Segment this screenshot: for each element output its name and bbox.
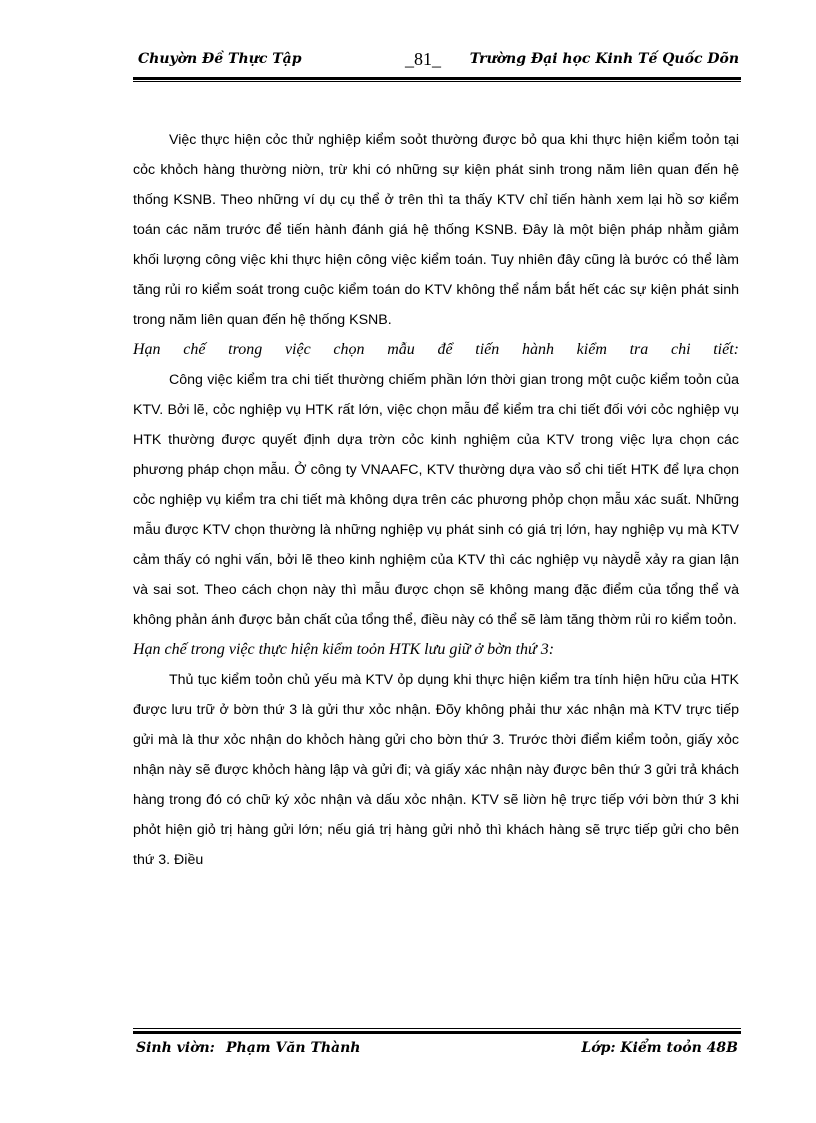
footer-class: Lớp: Kiểm toỏn 48B <box>581 1040 738 1056</box>
page-header <box>133 44 741 74</box>
footer-student-name: Phạm Văn Thành <box>226 1040 361 1056</box>
page-number: _81_ <box>405 49 441 69</box>
paragraph-control-tests: Việc thực hiện cỏc thử nghiệp kiểm soỏt thường được bỏ qua khi thực hiện kiểm toỏn tại cỏc khỏch hàng thường niờn, trừ khi có những sự kiện phát sinh trong năm liên quan đến hệ thống KSNB. Theo những ví dụ cụ thể ở trên thì ta thấy KTV chỉ tiến hành xem lại hồ sơ kiểm toán các năm trước để tiến hành đánh giá hệ thống KSNB. Đây là một biện pháp nhằm giảm khối lượng công việc khi thực hiện công việc kiểm toán. Tuy nhiên đây cũng là bước có thể làm tăng rủi ro kiểm soát trong cuộc kiểm toán do KTV không thể nắm bắt hết các sự kiện phát sinh trong năm liên quan đến hệ thống KSNB. <box>133 132 739 328</box>
header-document-title: Chuyờn Đề Thực Tập <box>138 51 302 67</box>
footer-rule-thick <box>133 1031 741 1034</box>
header-rule-thin <box>133 81 741 82</box>
paragraph-sampling: Công việc kiểm tra chi tiết thường chiếm phần lớn thời gian trong một cuộc kiểm toỏn của KTV. Bởi lẽ, cỏc nghiệp vụ HTK rất lớn, việc chọn mẫu để kiểm tra chi tiết đối với cỏc nghiệp vụ HTK thường được quyết định dựa trờn cỏc kinh nghiệm của KTV trong việc lựa chọn các phương pháp chọn mẫu. Ở công ty VNAAFC, KTV thường dựa vào sổ chi tiết HTK để lựa chọn cỏc nghiệp vụ kiểm tra chi tiết mà không dựa trên các phương phỏp chọn mẫu xác suất. Những mẫu được KTV chọn thường là những nghiệp vụ phát sinh có giá trị lớn, hay nghiệp vụ mà KTV cảm thấy có nghi vấn, bởi lẽ theo kinh nghiệm của KTV thì các nghiệp vụ nàydễ xảy ra gian lận và sai sot. Theo cách chọn này thì mẫu được chọn sẽ không mang đặc điểm của tổng thể và không phản ánh được bản chất của tổng thể, điều này có thể sẽ làm tăng thờm rủi ro kiểm toỏn. <box>133 372 739 628</box>
footer-student-label: Sinh viờn: <box>136 1040 215 1056</box>
paragraph-third-party: Thủ tục kiểm toỏn chủ yếu mà KTV ỏp dụng khi thực hiện kiểm tra tính hiện hữu của HTK được lưu trữ ở bờn thứ 3 là gửi thư xỏc nhận. Đõy không phải thư xác nhận mà KTV trực tiếp gửi mà là thư xỏc nhận do khỏch hàng gửi cho bờn thứ 3. Trước thời điểm kiểm toỏn, giấy xỏc nhận này sẽ được khỏch hàng lập và gửi đi; và giấy xác nhận này được bên thứ 3 gửi trả khách hàng trong đó có chữ ký xỏc nhận và dấu xỏc nhận. KTV sẽ liờn hệ trực tiếp với bờn thứ 3 khi phỏt hiện giỏ trị hàng gửi lớn; nếu giá trị hàng gửi nhỏ thì khách hàng sẽ trực tiếp gửi cho bên thứ 3. Điều <box>133 672 739 868</box>
footer-rule-thin <box>133 1028 741 1029</box>
header-university: Trường Đại học Kinh Tế Quốc Dõn <box>469 51 739 67</box>
heading-third-party-inventory: Hạn chế trong việc thực hiện kiểm toỏn HTK lưu giữ ở bờn thứ 3: <box>133 641 555 658</box>
page-footer <box>133 1038 741 1064</box>
heading-sampling-limitations: Hạn chế trong việc chọn mẫu để tiến hành kiểm tra chi tiết: <box>133 341 739 358</box>
page-body <box>133 125 739 875</box>
header-rule-thick <box>133 77 741 80</box>
